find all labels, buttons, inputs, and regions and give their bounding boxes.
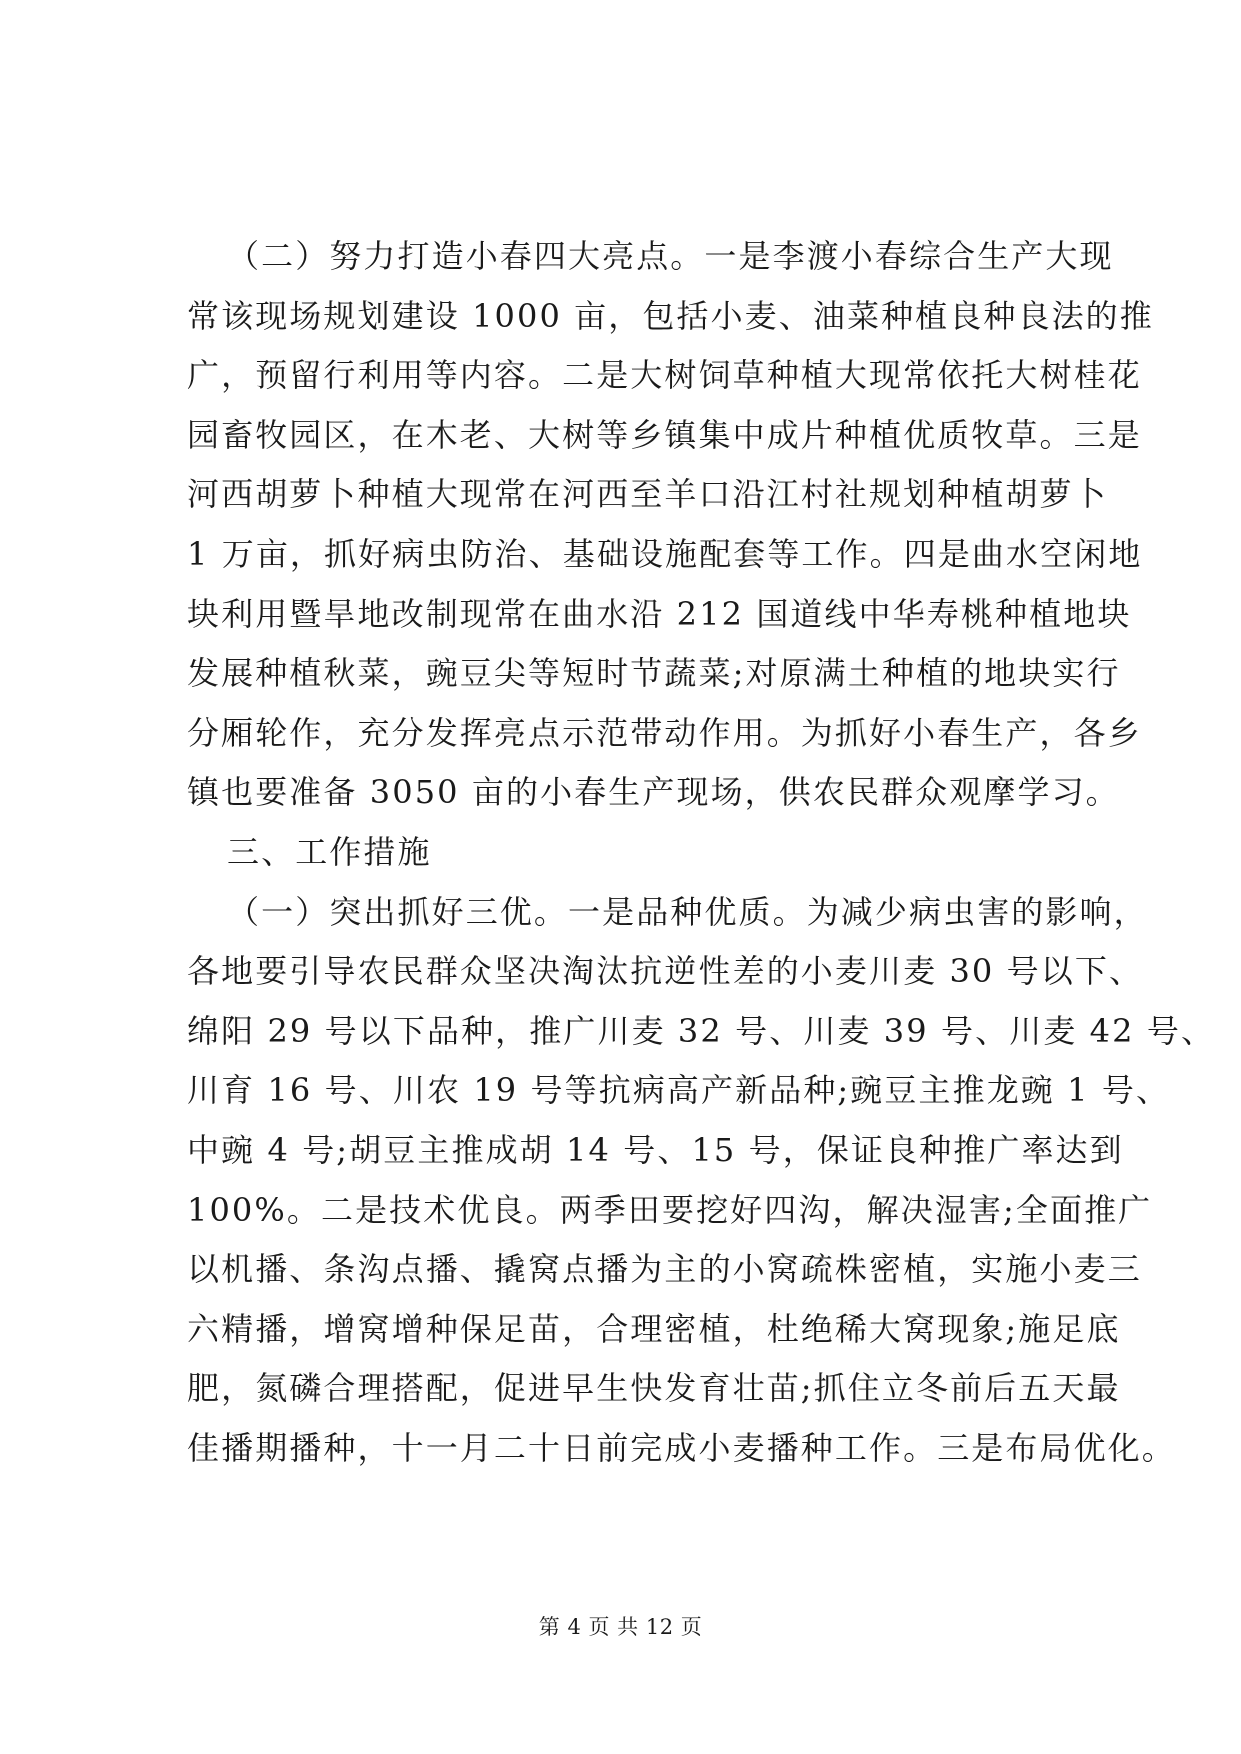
paragraph-line: （二）努力打造小春四大亮点。一是李渡小春综合生产大现 <box>227 237 1114 275</box>
paragraph-line: 河西胡萝卜种植大现常在河西至羊口沿江村社规划种植胡萝卜 <box>187 475 1108 514</box>
paragraph-line: 以机播、条沟点播、撬窝点播为主的小窝疏株密植，实施小麦三 <box>187 1250 1142 1289</box>
document-body <box>187 227 1216 1478</box>
paragraph-line: 分厢轮作，充分发挥亮点示范带动作用。为抓好小春生产，各乡 <box>187 713 1142 752</box>
paragraph-line: 100%。二是技术优良。两季田要挖好四沟，解决湿害;全面推广 <box>187 1190 1153 1229</box>
paragraph-line: 块利用暨旱地改制现常在曲水沿 212 国道线中华寿桃种植地块 <box>187 594 1132 633</box>
page-footer: 第 4 页 共 12 页 <box>538 1615 703 1639</box>
paragraph-line: 广，预留行利用等内容。二是大树饲草种植大现常依托大树桂花 <box>187 356 1142 395</box>
paragraph-line: 佳播期播种，十一月二十日前完成小麦播种工作。三是布局优化。 <box>187 1428 1176 1467</box>
paragraph-line: 镇也要准备 3050 亩的小春生产现场，供农民群众观摩学习。 <box>187 773 1120 812</box>
paragraph-line: 中豌 4 号;胡豆主推成胡 14 号、15 号，保证良种推广率达到 <box>187 1130 1124 1169</box>
paragraph-line: 绵阳 29 号以下品种，推广川麦 32 号、川麦 39 号、川麦 42 号、 <box>187 1011 1216 1050</box>
paragraph-line: 1 万亩，抓好病虫防治、基础设施配套等工作。四是曲水空闲地 <box>187 534 1143 573</box>
paragraph-line: 川育 16 号、川农 19 号等抗病高产新品种;豌豆主推龙豌 1 号、 <box>187 1071 1171 1110</box>
paragraph-line: （一）突出抓好三优。一是品种优质。为减少病虫害的影响， <box>227 892 1148 931</box>
paragraph-line: 园畜牧园区，在木老、大树等乡镇集中成片种植优质牧草。三是 <box>187 415 1142 454</box>
paragraph-line: 肥，氮磷合理搭配，促进早生快发育壮苗;抓住立冬前后五天最 <box>187 1369 1121 1408</box>
paragraph-line: 各地要引导农民群众坚决淘汰抗逆性差的小麦川麦 30 号以下、 <box>187 952 1144 991</box>
section-heading: 三、工作措施 <box>227 832 432 871</box>
paragraph-line: 发展种植秋菜，豌豆尖等短时节蔬菜;对原满土种植的地块实行 <box>187 654 1121 693</box>
paragraph-line: 常该现场规划建设 1000 亩，包括小麦、油菜种植良种良法的推 <box>187 296 1154 335</box>
paragraph-line: 六精播，增窝增种保足苗，合理密植，杜绝稀大窝现象;施足底 <box>187 1309 1121 1348</box>
